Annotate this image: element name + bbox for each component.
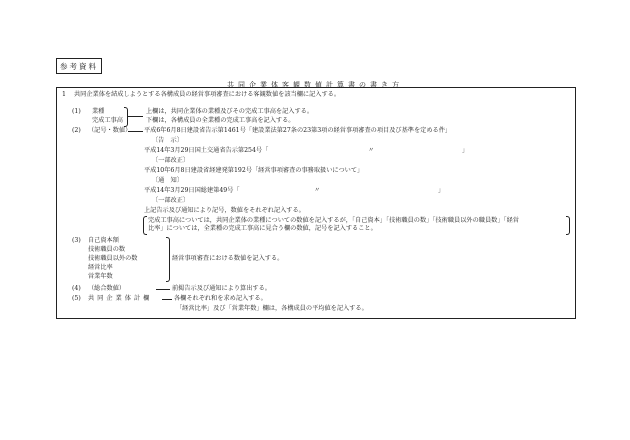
item-3-number: (3) — [72, 237, 81, 244]
item-3-label-other-staff: 技術職員以外の数 — [88, 255, 138, 262]
item-2-line-8: 〔一部改正〕 — [152, 197, 190, 204]
item-3-label-technical-staff: 技術職員の数 — [88, 246, 126, 253]
item-5-number: (5) — [72, 295, 81, 302]
content-frame — [56, 87, 576, 319]
item-2-number: (2) — [72, 127, 81, 134]
item-3-brace — [166, 237, 170, 282]
item-2-line-4: 〔一部改正〕 — [152, 157, 190, 164]
item-2-line-1: 平成6年6月8日建設省告示第1461号「建設業法第27条の23第3項の経営事項審査の項目及び基準を定める件」 — [144, 127, 452, 134]
item-2-note-line-1: 完成工事高については，共同企業体の業種についての数値を記入するが，「自己資本」「技術職員の数」「技術職員以外の職員数」「経営 — [148, 217, 519, 224]
item-4-connector — [156, 289, 170, 290]
item-2-line-9: 上記告示及び通知により記号，数値をそれぞれ記入する。 — [144, 207, 305, 214]
note-bracket-left — [143, 216, 147, 235]
item-1-connector — [127, 116, 143, 117]
item-3-label-ratio: 経営比率 — [88, 264, 113, 271]
item-1-label-bottom: 完成工事高 — [92, 117, 123, 124]
item-2-close-quote-a: 」 — [462, 147, 469, 154]
section-heading: 共同企業体を結成しようとする各構成員の経営事項審査における客観数値を該当欄に記入する。 — [74, 91, 341, 98]
item-2-line-2: 〔告 示〕 — [152, 137, 183, 144]
item-2-mark-a: 〃 — [368, 147, 375, 154]
item-2-line-5: 平成10年6月8日建設省経建発第192号「経営事項審査の事務取扱いについて」 — [144, 167, 364, 174]
item-1-desc-bottom: 下欄は，各構成員の全業種の完成工事高を記入する。 — [146, 117, 295, 124]
reference-material-label: 参考資料 — [56, 58, 102, 74]
item-1-brace — [124, 107, 128, 127]
item-1-label-top: 業種 — [92, 108, 105, 115]
item-2-line-6: 〔通 知〕 — [152, 177, 183, 184]
item-2-connector — [128, 131, 143, 132]
item-2-line-3: 平成14年3月29日国土交通省告示第254号「 — [144, 147, 269, 154]
item-5-label: 共同企業体計欄 — [88, 295, 153, 302]
document-title: 共同企業体客観数値計算書の書き方 — [227, 81, 403, 89]
item-1-number: (1) — [72, 108, 81, 115]
item-5-desc-2: 「経営比率」及び「営業年数」欄は，各構成員の平均値を記入する。 — [176, 305, 368, 312]
item-2-label: （記号・数値） — [88, 127, 132, 134]
section-number: 1 — [62, 91, 66, 98]
item-4-number: (4) — [72, 285, 81, 292]
note-bracket-right — [566, 216, 570, 235]
item-3-label-equity: 自己資本額 — [88, 237, 119, 244]
item-2-mark-b: 〃 — [314, 187, 321, 194]
item-4-desc: 前掲告示及び通知により算出する。 — [172, 285, 271, 292]
item-5-connector — [162, 299, 172, 300]
item-2-note-line-2: 比率」については，全業種の完成工事高に見合う欄の数値，記号を記入すること。 — [148, 225, 377, 232]
item-5-desc: 各欄それぞれ和を求め記入する。 — [174, 295, 267, 302]
item-2-close-quote-b: 」 — [438, 187, 445, 194]
item-3-label-years: 営業年数 — [88, 273, 113, 280]
item-4-label: （総合数値） — [88, 285, 126, 292]
item-1-desc-top: 上欄は，共同企業体の業種及びその完成工事高を記入する。 — [146, 108, 314, 115]
item-3-desc: 経営事項審査における数値を記入する。 — [172, 255, 284, 262]
item-2-line-7: 平成14年3月29日国総建第49号「 — [144, 187, 240, 194]
